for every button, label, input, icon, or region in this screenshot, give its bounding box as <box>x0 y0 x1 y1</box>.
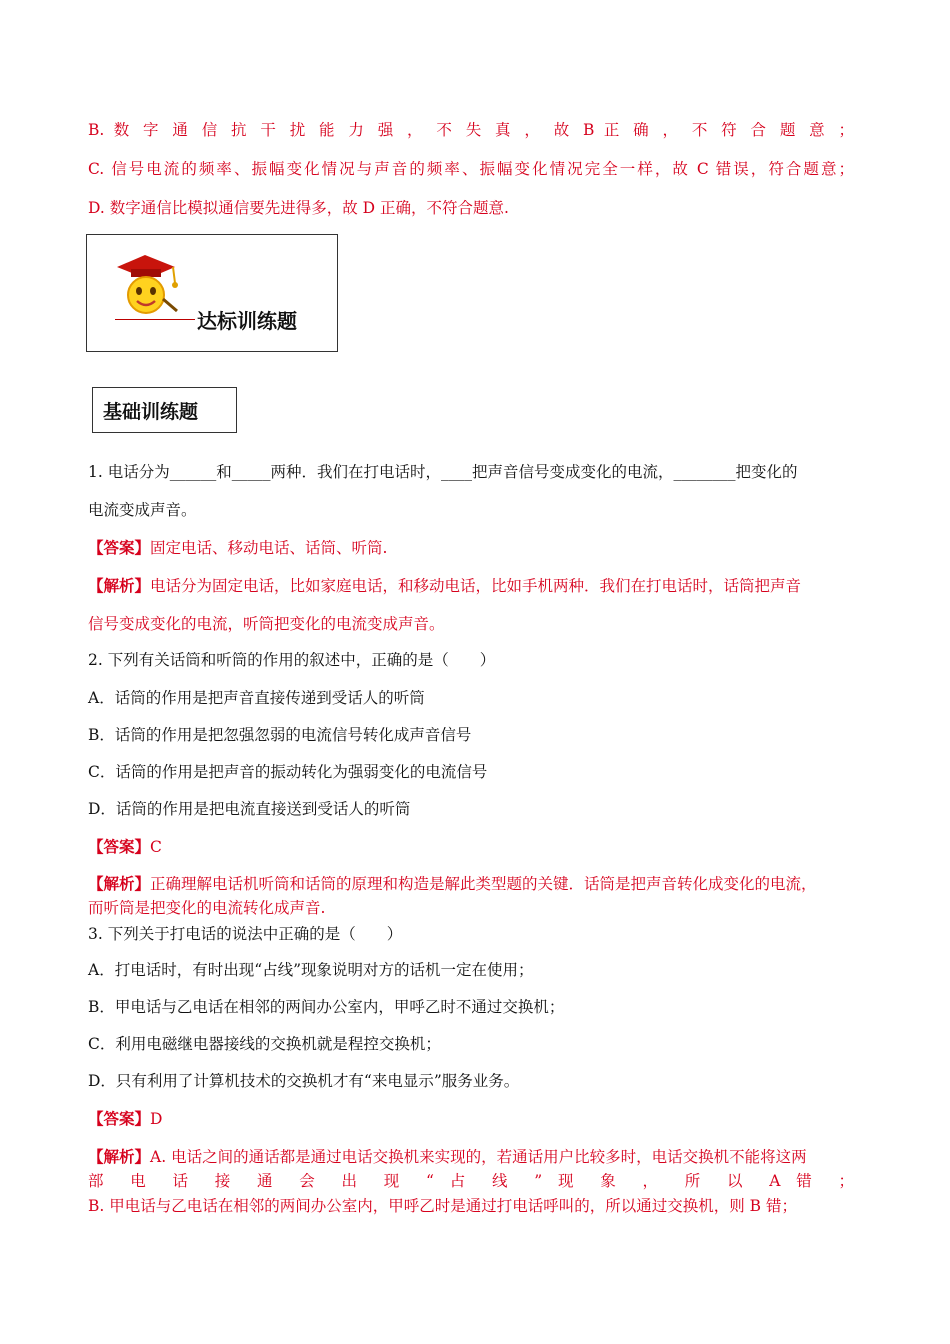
q2-answer <box>88 837 162 857</box>
answer-text: 固定电话、移动电话、话筒、听筒. <box>150 539 388 557</box>
top-line-b: B. 数 字 通 信 抗 干 扰 能 力 强 ， 不 失 真 ， 故 B 正 确 ， 不 符 合 题 意 ； <box>88 121 854 139</box>
q2-stem: 2. 下列有关话筒和听筒的作用的叙述中，正确的是（ ） <box>88 651 496 669</box>
q2-analysis-line2: 而听筒是把变化的电流转化成声音. <box>88 899 326 917</box>
subsection-title: 基础训练题 <box>103 401 199 423</box>
q3-analysis-line1 <box>88 1147 807 1167</box>
answer-tag: 【答案】 <box>88 837 151 856</box>
q3-option-c: C．利用电磁继电器接线的交换机就是程控交换机； <box>88 1035 441 1053</box>
top-line-d: D. 数字通信比模拟通信要先进得多，故 D 正确，不符合题意. <box>88 199 509 217</box>
answer-text: C <box>150 838 162 856</box>
section-banner <box>86 234 338 352</box>
q3-answer <box>88 1109 162 1129</box>
answer-text: D <box>150 1110 163 1128</box>
q1-analysis-line1 <box>88 576 801 596</box>
analysis-text: 正确理解电话机听筒和话筒的原理和构造是解此类型题的关键．话筒是把声音转化成变化的电流， <box>150 875 817 893</box>
analysis-text: A. 电话之间的通话都是通过电话交换机来实现的，若通话用户比较多时，电话交换机不能将这两 <box>150 1148 807 1166</box>
q3-analysis-line3: B. 甲电话与乙电话在相邻的两间办公室内，甲呼乙时是通过打电话呼叫的，所以通过交换机，则 B 错； <box>88 1197 797 1215</box>
q3-stem: 3. 下列关于打电话的说法中正确的是（ ） <box>88 925 403 943</box>
q3-option-d: D．只有利用了计算机技术的交换机才有“来电显示”服务业务。 <box>88 1072 520 1090</box>
q1-analysis-line2: 信号变成变化的电流，听筒把变化的电流变成声音。 <box>88 615 445 633</box>
q2-option-c: C．话筒的作用是把声音的振动转化为强弱变化的电流信号 <box>88 763 488 781</box>
analysis-text: 电话分为固定电话，比如家庭电话，和移动电话，比如手机两种．我们在打电话时，话筒把声音 <box>150 577 802 595</box>
analysis-tag: 【解析】 <box>88 576 151 595</box>
q2-option-a: A．话筒的作用是把声音直接传递到受话人的听筒 <box>88 689 425 707</box>
subsection-box <box>92 387 237 433</box>
q1-stem-line2: 电流变成声音。 <box>88 501 197 519</box>
banner-title: 达标训练题 <box>197 309 297 333</box>
q2-analysis-line1 <box>88 874 817 894</box>
q1-answer <box>88 538 387 558</box>
q3-option-b: B．甲电话与乙电话在相邻的两间办公室内，甲呼乙时不通过交换机； <box>88 998 565 1016</box>
top-line-c: C. 信号电流的频率、振幅变化情况与声音的频率、振幅变化情况完全一样，故 C 错误，符合题意； <box>88 160 854 178</box>
answer-tag: 【答案】 <box>88 538 151 557</box>
q3-analysis-line2: 部 电 话 接 通 会 出 现 “ 占 线 ” 现 象 ， 所 以 A 错 ； <box>88 1172 854 1190</box>
answer-tag: 【答案】 <box>88 1109 151 1128</box>
q3-option-a: A．打电话时，有时出现“占线”现象说明对方的话机一定在使用； <box>88 961 534 979</box>
q1-stem-line1: 1. 电话分为______和_____两种．我们在打电话时，____把声音信号变成变化的电流，________把变化的 <box>88 463 798 481</box>
banner-rule <box>115 319 195 320</box>
graduate-smiley-icon <box>113 253 183 323</box>
analysis-tag: 【解析】 <box>88 1147 151 1166</box>
q2-option-d: D．话筒的作用是把电流直接送到受话人的听筒 <box>88 800 411 818</box>
q2-option-b: B．话筒的作用是把忽强忽弱的电流信号转化成声音信号 <box>88 726 472 744</box>
analysis-tag: 【解析】 <box>88 874 151 893</box>
